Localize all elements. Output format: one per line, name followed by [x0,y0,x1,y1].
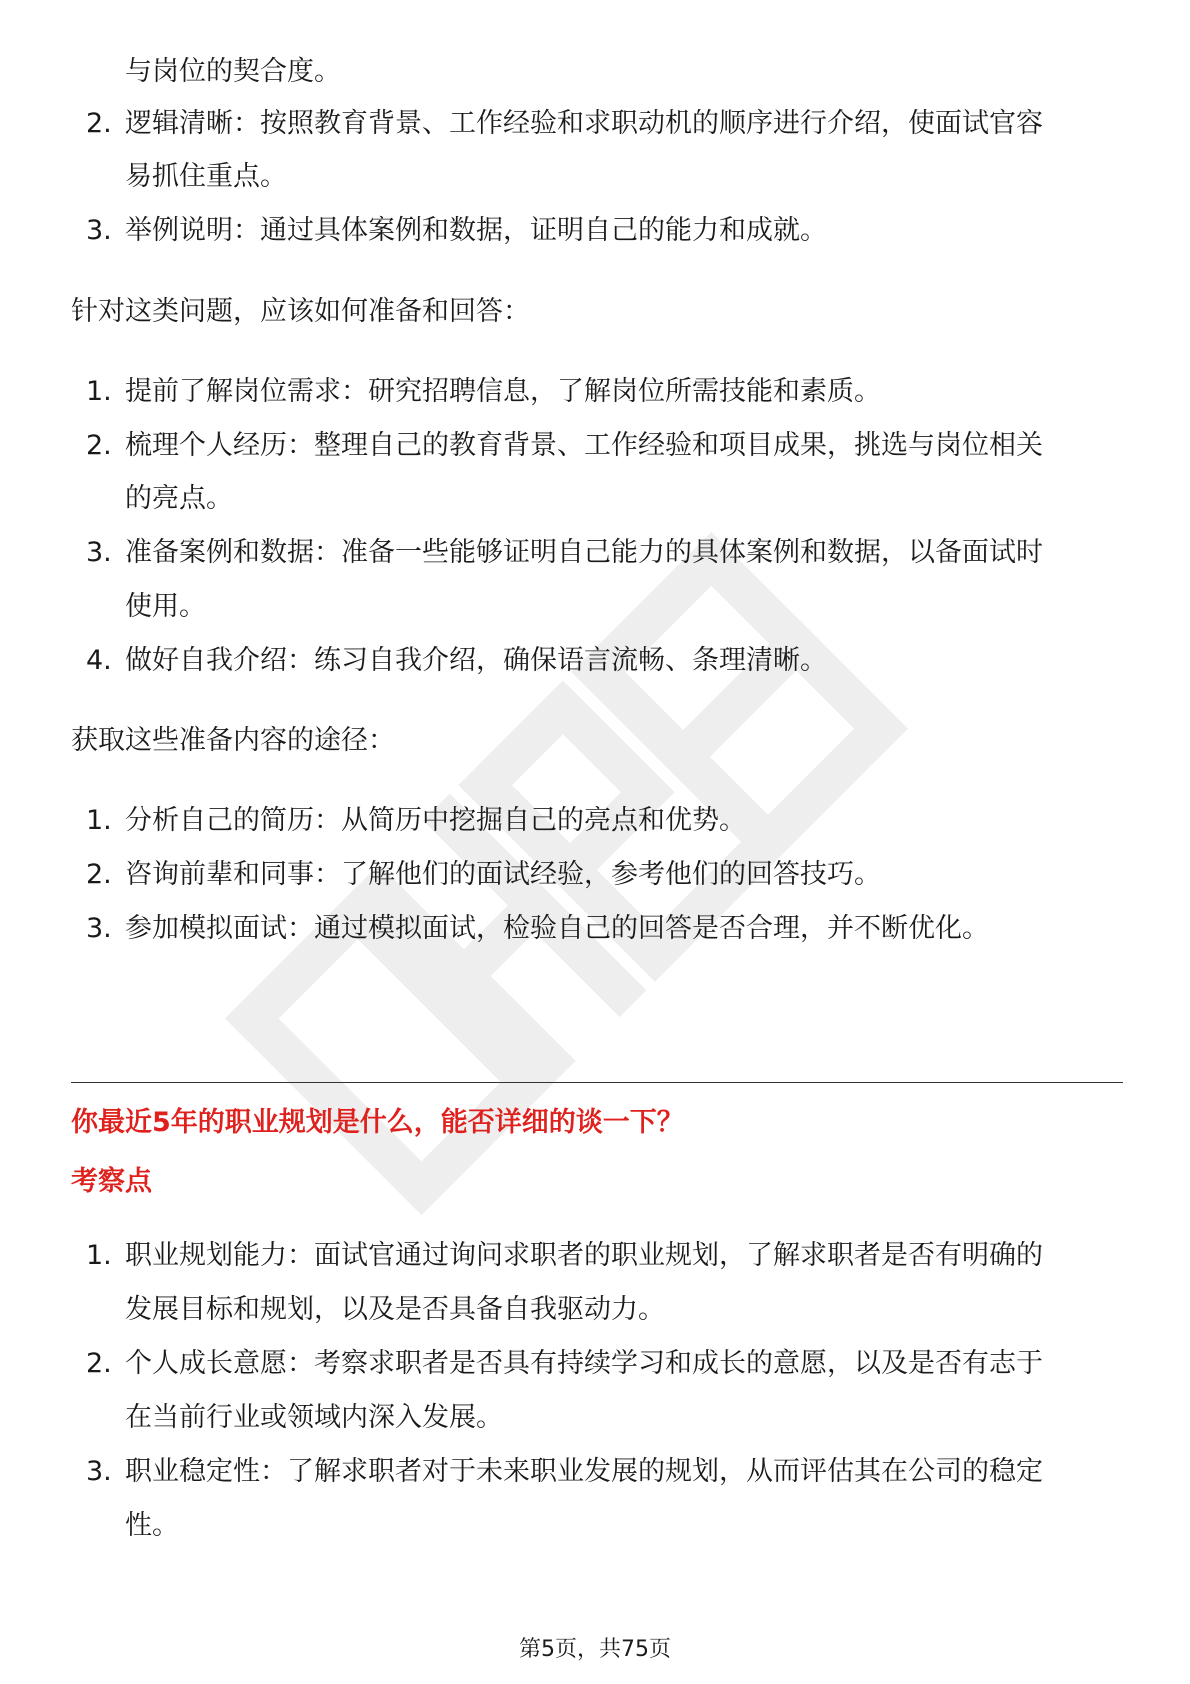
sources-item-line: 参加模拟面试：通过模拟面试，检验自己的回答是否合理，并不断优化。 [125,913,989,944]
sources-item-number: 3. [86,913,112,944]
prepare-item-line: 准备案例和数据：准备一些能够证明自己能力的具体案例和数据，以备面试时 [125,537,1043,568]
question-item-number: 1. [86,1240,112,1271]
question-item-line: 在当前行业或领域内深入发展。 [125,1402,503,1433]
prepare-item-line: 的亮点。 [125,483,233,514]
section-divider [71,1082,1123,1083]
question-item-line: 个人成长意愿：考察求职者是否具有持续学习和成长的意愿，以及是否有志于 [125,1348,1043,1379]
question-item-number: 2. [86,1348,112,1379]
sources-item-line: 咨询前辈和同事：了解他们的面试经验，参考他们的回答技巧。 [125,859,881,890]
question-item-line: 性。 [125,1510,179,1541]
question-item-line: 发展目标和规划，以及是否具备自我驱动力。 [125,1294,665,1325]
prepare-item-number: 4. [86,645,112,676]
prepare-item-line: 梳理个人经历：整理自己的教育背景、工作经验和项目成果，挑选与岗位相关 [125,430,1043,461]
intro-item-number: 3. [86,215,112,246]
question-item-line: 职业规划能力：面试官通过询问求职者的职业规划，了解求职者是否有明确的 [125,1240,1043,1271]
prepare-item-number: 1. [86,376,112,407]
question-item-line: 职业稳定性：了解求职者对于未来职业发展的规划，从而评估其在公司的稳定 [125,1456,1043,1487]
sources-heading: 获取这些准备内容的途径： [71,725,395,756]
intro-continuation-text: 与岗位的契合度。 [125,56,341,87]
prepare-heading: 针对这类问题，应该如何准备和回答： [71,296,530,327]
prepare-item-number: 3. [86,537,112,568]
question-item-number: 3. [86,1456,112,1487]
question-title: 你最近5年的职业规划是什么，能否详细的谈一下？ [71,1107,684,1138]
sources-item-number: 1. [86,805,112,836]
question-subheading: 考察点 [71,1166,152,1197]
prepare-item-line: 做好自我介绍：练习自我介绍，确保语言流畅、条理清晰。 [125,645,827,676]
prepare-item-line: 使用。 [125,591,206,622]
intro-item-line: 举例说明：通过具体案例和数据，证明自己的能力和成就。 [125,215,827,246]
page-number-footer: 第5页，共75页 [519,1637,671,1662]
prepare-item-line: 提前了解岗位需求：研究招聘信息，了解岗位所需技能和素质。 [125,376,881,407]
intro-item-number: 2. [86,108,112,139]
sources-item-line: 分析自己的简历：从简历中挖掘自己的亮点和优势。 [125,805,746,836]
prepare-item-number: 2. [86,430,112,461]
intro-item-line: 逻辑清晰：按照教育背景、工作经验和求职动机的顺序进行介绍，使面试官容 [125,108,1043,139]
sources-item-number: 2. [86,859,112,890]
intro-item-line: 易抓住重点。 [125,161,287,192]
